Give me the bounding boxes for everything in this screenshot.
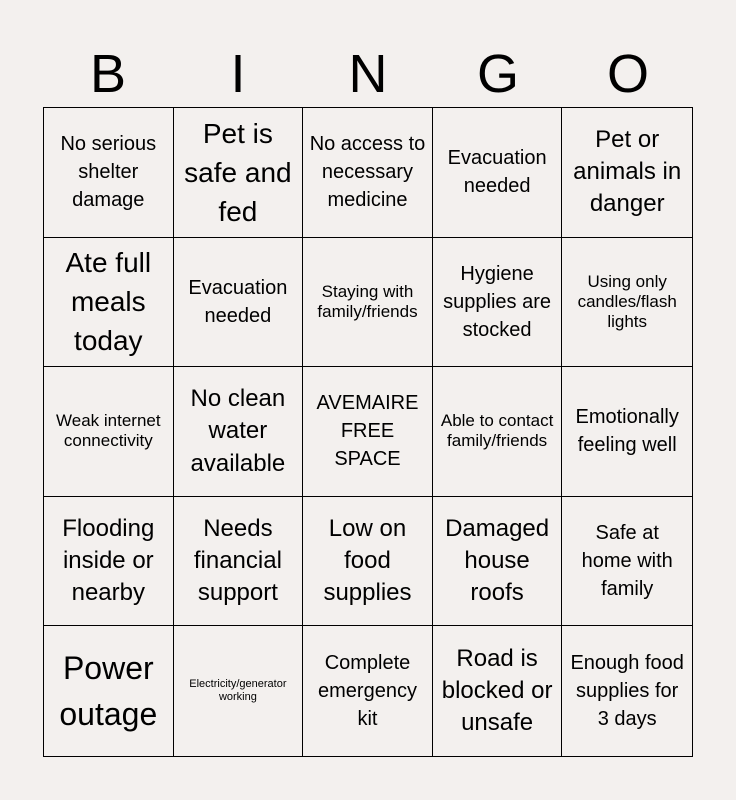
bingo-cell-4-5[interactable]: Safe at home with family (562, 497, 692, 627)
bingo-grid (43, 107, 693, 757)
bingo-cell-3-5[interactable]: Emotionally feeling well (562, 367, 692, 497)
bingo-cell-3-1[interactable]: Weak internet connectivity (44, 367, 174, 497)
bingo-cell-4-4[interactable]: Damaged house roofs (433, 497, 563, 627)
bingo-cell-5-2[interactable]: Electricity/generator working (174, 626, 304, 756)
bingo-cell-4-3[interactable]: Low on food supplies (303, 497, 433, 627)
bingo-cell-1-5[interactable]: Pet or animals in danger (562, 108, 692, 238)
bingo-cell-5-1[interactable]: Power outage (44, 626, 174, 756)
bingo-header (43, 40, 693, 108)
bingo-cell-2-5[interactable]: Using only candles/flash lights (562, 238, 692, 368)
bingo-cell-5-5[interactable]: Enough food supplies for 3 days (570, 652, 684, 731)
bingo-cell-1-4[interactable]: Evacuation needed (433, 108, 563, 238)
bingo-cell-3-2[interactable]: No clean water available (174, 367, 304, 497)
header-letter-g: G (476, 44, 519, 104)
bingo-cell-2-2[interactable]: Evacuation needed (174, 238, 304, 368)
bingo-cell-2-1[interactable]: Ate full meals today (44, 238, 174, 368)
bingo-cell-1-3[interactable]: No access to necessary medicine (303, 108, 433, 238)
free-space-cell[interactable]: AVEMAIRE FREE SPACE (303, 367, 433, 497)
header-letter-i: I (230, 44, 246, 104)
bingo-cell-4-1[interactable]: Flooding inside or nearby (44, 497, 174, 627)
bingo-cell-1-2[interactable]: Pet is safe and fed (174, 108, 304, 238)
header-letter-b: B (89, 44, 127, 104)
header-letter-o: O (606, 44, 649, 104)
bingo-cell-4-2[interactable]: Needs financial support (174, 497, 304, 627)
bingo-cell-1-1[interactable]: No serious shelter damage (44, 108, 174, 238)
bingo-cell-2-3[interactable]: Staying with family/friends (303, 238, 433, 368)
bingo-cell-3-4[interactable]: Able to contact family/friends (433, 367, 563, 497)
bingo-cell-5-4[interactable]: Road is blocked or unsafe (433, 626, 563, 756)
bingo-cell-2-4[interactable]: Hygiene supplies are stocked (433, 238, 563, 368)
bingo-cell-5-3[interactable]: Complete emergency kit (303, 626, 433, 756)
header-letter-n: N (348, 44, 388, 104)
